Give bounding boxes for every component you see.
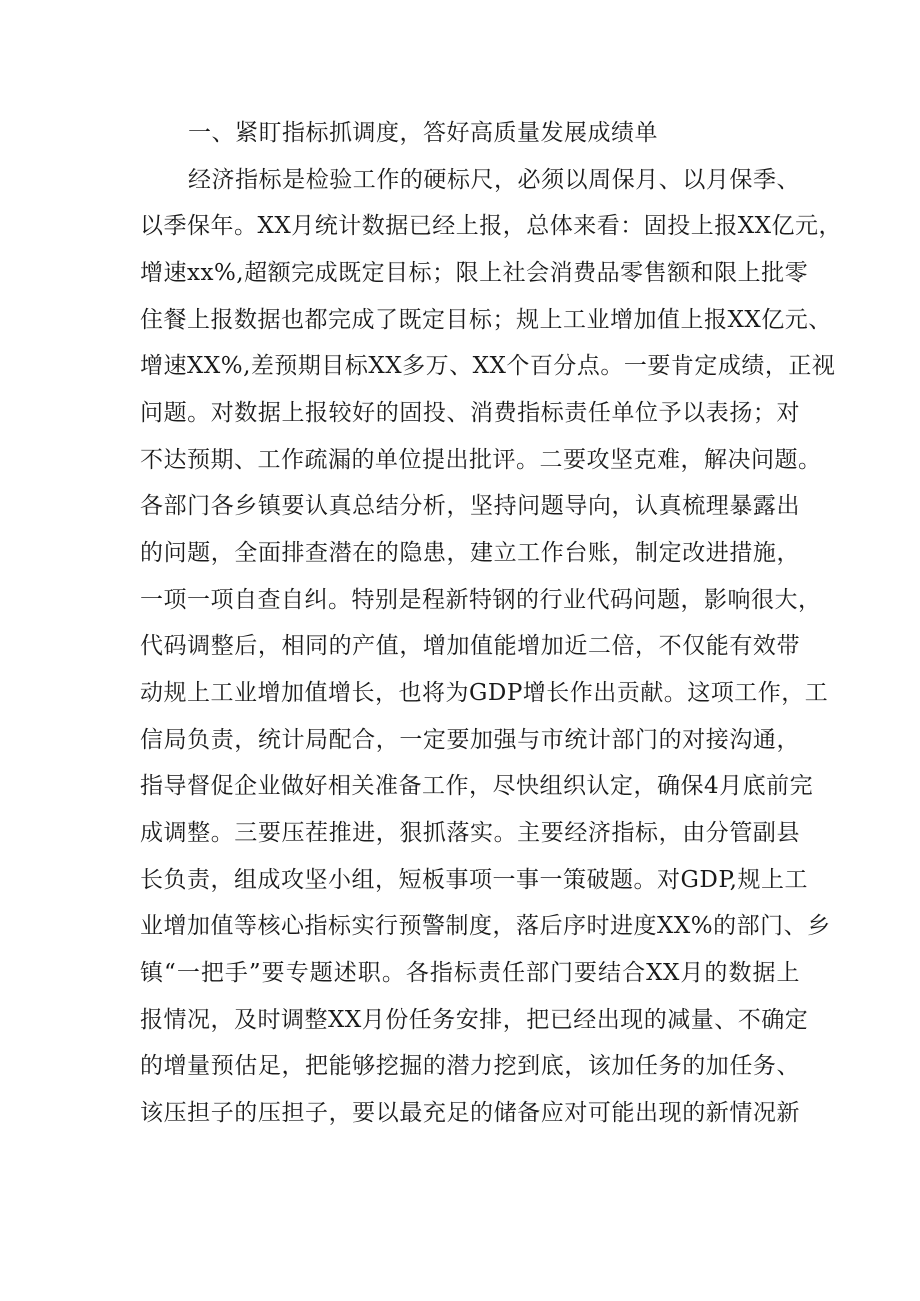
paragraph-line: 各部门各乡镇要认真总结分析，坚持问题导向，认真梳理暴露出 xyxy=(140,493,800,519)
paragraph-line: 动规上工业增加值增长，也将为GDP增长作出贡献。这项工作，工 xyxy=(140,680,829,706)
paragraph-line: 经济指标是检验工作的硬标尺，必须以周保月、以月保季、 xyxy=(188,167,800,193)
paragraph-line: 一项一项自查自纠。特别是程新特钢的行业代码问题，影响很大， xyxy=(140,587,822,613)
paragraph-line: 报情况，及时调整XX月份任务安排，把已经出现的减量、不确定 xyxy=(140,1007,809,1033)
paragraph-line: 的增量预估足，把能够挖掘的潜力挖到底，该加任务的加任务、 xyxy=(140,1053,800,1079)
paragraph-line: 增速xx%,超额完成既定目标；限上社会消费品零售额和限上批零 xyxy=(140,260,809,286)
paragraph-line: 的问题，全面排查潜在的隐患，建立工作台账，制定改进措施， xyxy=(140,540,800,566)
paragraph-line: 业增加值等核心指标实行预警制度，落后序时进度XX%的部门、乡 xyxy=(140,913,831,939)
paragraph-line: 信局负责，统计局配合，一定要加强与市统计部门的对接沟通， xyxy=(140,727,800,753)
paragraph-line: 问题。对数据上报较好的固投、消费指标责任单位予以表扬；对 xyxy=(140,400,800,426)
paragraph-line: 增速XX%,差预期目标XX多万、XX个百分点。一要肯定成绩，正视 xyxy=(140,353,836,379)
paragraph-line: 住餐上报数据也都完成了既定目标；规上工业增加值上报XX亿元、 xyxy=(140,307,832,333)
paragraph-line: 成调整。三要压茬推进，狠抓落实。主要经济指标，由分管副县 xyxy=(140,820,800,846)
section-heading: 一、紧盯指标抓调度，答好高质量发展成绩单 xyxy=(188,120,658,146)
paragraph-line: 不达预期、工作疏漏的单位提出批评。二要攻坚克难，解决问题。 xyxy=(140,447,822,473)
paragraph-line: 长负责，组成攻坚小组，短板事项一事一策破题。对GDP,规上工 xyxy=(140,867,808,893)
paragraph-line: 该压担子的压担子，要以最充足的储备应对可能出现的新情况新 xyxy=(140,1100,800,1126)
paragraph-line: 指导督促企业做好相关准备工作，尽快组织认定，确保4月底前完 xyxy=(140,773,814,799)
paragraph-line: 代码调整后，相同的产值，增加值能增加近二倍，不仅能有效带 xyxy=(140,633,800,659)
paragraph-line: 镇“一把手”要专题述职。各指标责任部门要结合XX月的数据上 xyxy=(140,960,800,986)
paragraph-line: 以季保年。XX月统计数据已经上报，总体来看：固投上报XX亿元， xyxy=(140,213,842,239)
